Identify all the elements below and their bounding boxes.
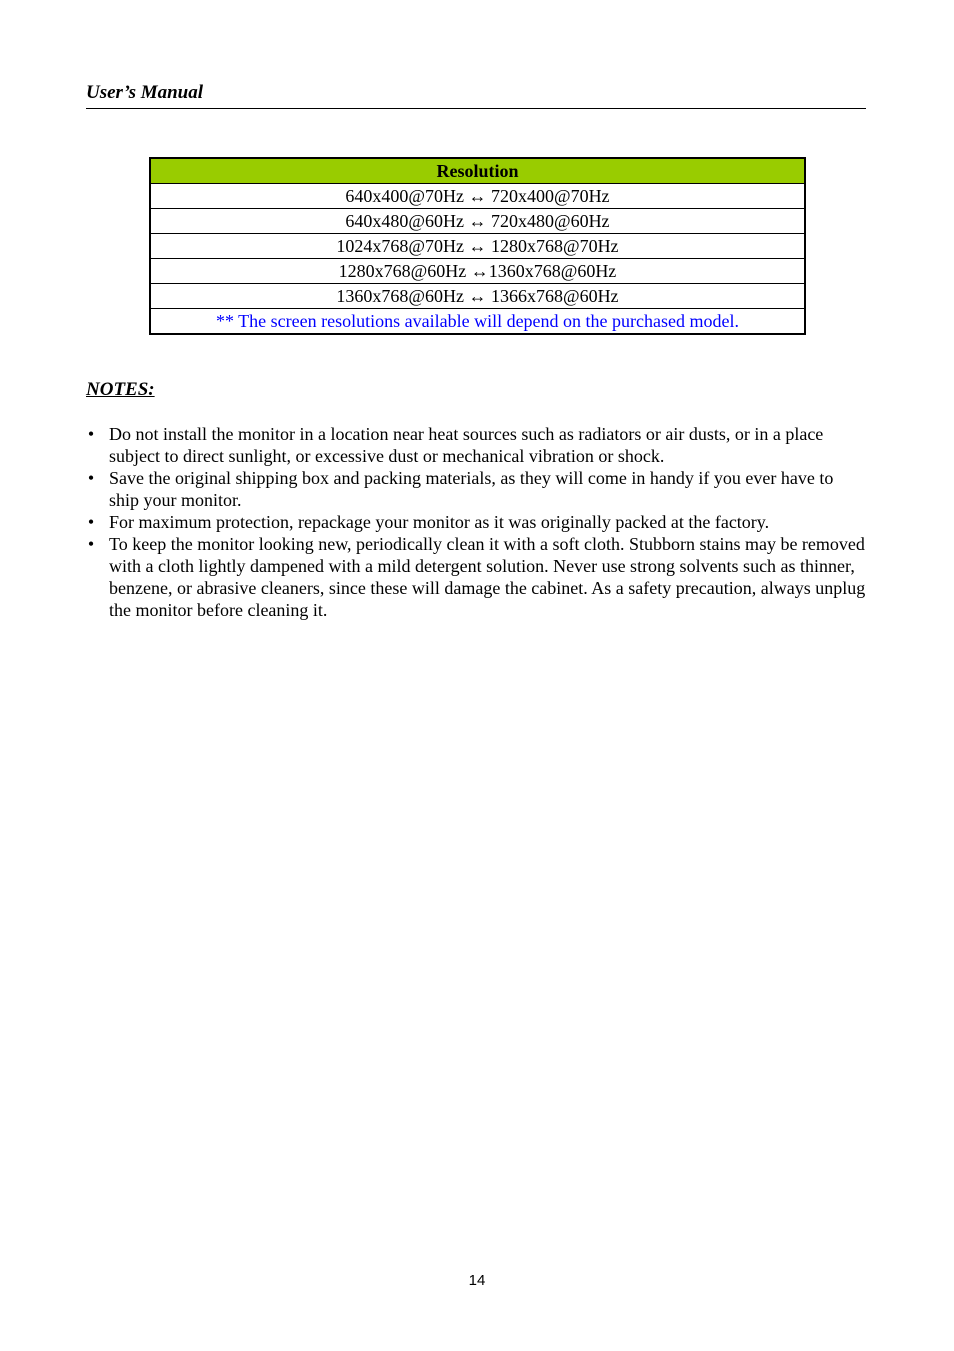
table-row [150,284,805,309]
resolution-table [149,157,806,335]
note-text: Save the original shipping box and packing materials, as they will come in handy if you ever have to ship your monitor. [109,468,834,510]
table-row [150,209,805,234]
table-cell: 640x480@60Hz ↔ 720x480@60Hz [150,209,805,234]
table-cell: 640x400@70Hz ↔ 720x400@70Hz [150,184,805,209]
list-item [86,467,866,511]
bullet-icon: • [87,424,95,444]
page-number: 14 [468,1272,486,1289]
table-row [150,234,805,259]
page-header-title: User’s Manual [86,82,204,103]
bullet-icon: • [87,512,95,532]
header-divider [86,108,866,109]
table-heading: Resolution [150,158,805,184]
note-text: To keep the monitor looking new, periodically clean it with a soft cloth. Stubborn stains may be removed with a cloth lightly dampened with a mild detergent solution. Never use strong solvents such as thinner, benzene, or abrasive cleaners, since these will damage the cabinet. As a safety precaution, always unplug the monitor before cleaning it. [109,534,866,620]
note-text: For maximum protection, repackage your monitor as it was originally packed at the factory. [109,512,770,532]
table-header-row [150,158,805,184]
table-footnote-row [150,309,805,335]
bullet-icon: • [87,534,95,554]
list-item [86,511,866,533]
note-text: Do not install the monitor in a location near heat sources such as radiators or air dusts, or in a place subject to direct sunlight, or excessive dust or mechanical vibration or shock. [109,424,824,466]
notes-heading: NOTES: [86,379,155,400]
notes-list [86,423,866,621]
table-row [150,259,805,284]
table-cell: 1280x768@60Hz ↔1360x768@60Hz [150,259,805,284]
table-cell: 1360x768@60Hz ↔ 1366x768@60Hz [150,284,805,309]
table-row [150,184,805,209]
list-item [86,533,866,621]
table-footnote: ** The screen resolutions available will depend on the purchased model. [150,309,805,335]
table-cell: 1024x768@70Hz ↔ 1280x768@70Hz [150,234,805,259]
list-item [86,423,866,467]
bullet-icon: • [87,468,95,488]
